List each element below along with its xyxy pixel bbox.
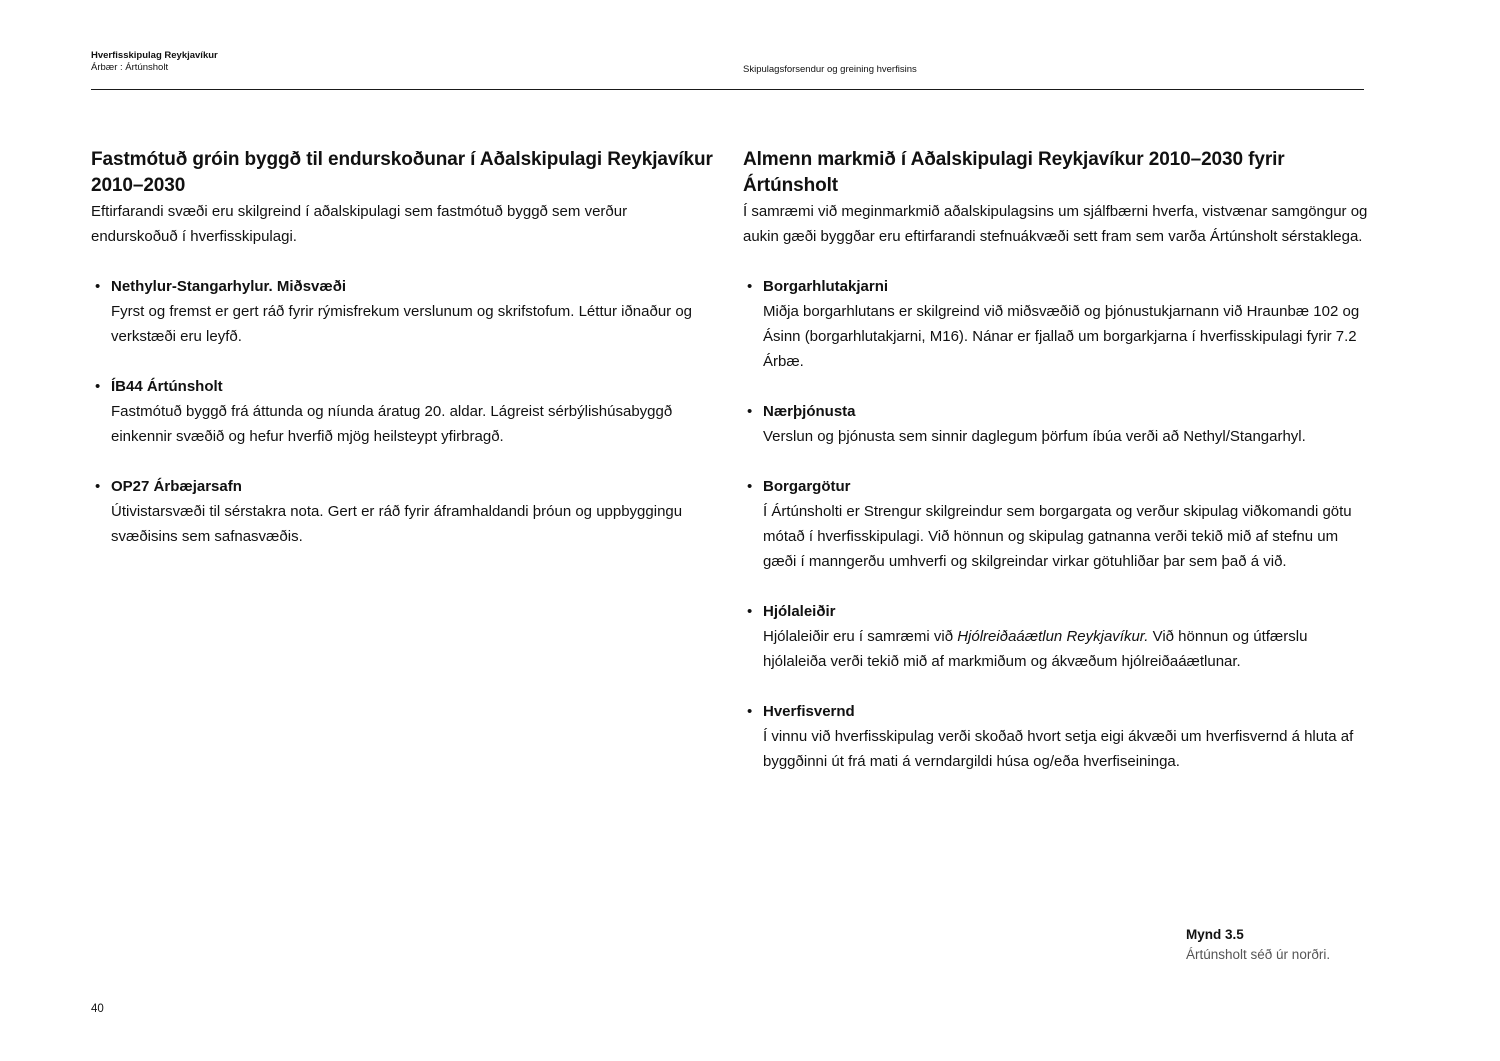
list-item	[91, 474, 716, 549]
left-heading: Fastmótuð gróin byggð til endurskoðunar í Aðalskipulagi Reykjavíkur 2010–2030	[91, 149, 713, 196]
bullet-icon: •	[95, 378, 101, 395]
right-heading: Almenn markmið í Aðalskipulagi Reykjavíkur 2010–2030 fyrir Ártúnsholt	[743, 149, 1285, 196]
header-divider	[91, 89, 1364, 90]
figure-description: Ártúnsholt séð úr norðri.	[1186, 947, 1331, 962]
list-item	[743, 599, 1368, 674]
page-number: 40	[91, 1003, 104, 1015]
figure-label: Mynd 3.5	[1186, 927, 1244, 942]
item-body: Fastmótuð byggð frá áttunda og níunda áratug 20. aldar. Lágreist sérbýlishúsabyggð einkennir svæðið og hefur hverfið mjög heilsteypt yfirbragð.	[111, 403, 673, 445]
document-title: Hverfisskipulag Reykjavíkur	[91, 50, 218, 61]
section-title: Skipulagsforsendur og greining hverfisins	[743, 64, 917, 75]
item-title: Nærþjónusta	[763, 403, 856, 420]
left-intro: Eftirfarandi svæði eru skilgreind í aðalskipulagi sem fastmótuð byggð sem verður endurskoðuð í hverfisskipulagi.	[91, 203, 628, 245]
item-body: Miðja borgarhlutans er skilgreind við miðsvæðið og þjónustukjarnann við Hraunbæ 102 og Ásinn (borgarhlutakjarni, M16). Nánar er fjallað um borgarkjarna í hverfisskipulagi fyrir 7.2 Árbæ.	[763, 303, 1360, 370]
left-bullet-list	[91, 274, 716, 549]
right-intro: Í samræmi við meginmarkmið aðalskipulagsins um sjálfbærni hverfa, vistvænar samgöngur og aukin gæði byggðar eru eftirfarandi stefnuákvæði sett fram sem varða Ártúnsholt sérstaklega.	[743, 203, 1368, 245]
item-body: Útivistarsvæði til sérstakra nota. Gert er ráð fyrir áframhaldandi þróun og uppbyggingu svæðisins sem safnasvæðis.	[111, 503, 683, 545]
item-title: OP27 Árbæjarsafn	[111, 478, 242, 495]
list-item	[743, 399, 1368, 449]
list-item	[743, 474, 1368, 574]
item-body-text: Við hönnun og útfærslu hjólaleiða verði tekið mið af markmiðum og ákvæðum hjólreiðaáætlunar.	[763, 628, 1308, 670]
list-item	[91, 274, 716, 349]
bullet-icon: •	[95, 478, 101, 495]
list-item	[743, 699, 1368, 774]
figure-caption	[1186, 925, 1330, 965]
left-column	[91, 147, 716, 574]
item-body: Fyrst og fremst er gert ráð fyrir rýmisfrekum verslunum og skrifstofum. Léttur iðnaður og verkstæði eru leyfð.	[111, 303, 693, 345]
item-title: ÍB44 Ártúnsholt	[111, 378, 223, 395]
item-title: Borgarhlutakjarni	[763, 278, 889, 295]
item-body: Í vinnu við hverfisskipulag verði skoðað hvort setja eigi ákvæði um hverfisvernd á hluta af byggðinni út frá mati á verndargildi húsa og/eða hverfiseininga.	[763, 728, 1354, 770]
item-body-text: Hjólaleiðir eru í samræmi við	[763, 628, 958, 645]
item-title: Borgargötur	[763, 478, 851, 495]
bullet-icon: •	[747, 278, 753, 295]
document-subtitle: Árbær : Ártúnsholt	[91, 62, 169, 73]
bullet-icon: •	[747, 703, 753, 720]
bullet-icon: •	[747, 403, 753, 420]
bullet-icon: •	[747, 478, 753, 495]
plan-reference: Hjólreiðaáætlun Reykjavíkur.	[957, 628, 1149, 645]
bullet-icon: •	[747, 603, 753, 620]
right-bullet-list	[743, 274, 1368, 774]
item-title: Hjólaleiðir	[763, 603, 836, 620]
right-column	[743, 147, 1368, 799]
bullet-icon: •	[95, 278, 101, 295]
item-body	[763, 624, 1368, 674]
list-item	[743, 274, 1368, 374]
item-body: Í Ártúnsholti er Strengur skilgreindur sem borgargata og verður skipulag viðkomandi götu mótað í hverfisskipulagi. Við hönnun og skipulag gatnanna verði tekið mið af stefnu um gæði í manngerðu umhverfi og skilgreindar virkar götuhliðar þar sem það á við.	[763, 503, 1352, 570]
running-header	[91, 50, 218, 74]
item-title: Nethylur-Stangarhylur. Miðsvæði	[111, 278, 347, 295]
item-body: Verslun og þjónusta sem sinnir daglegum þörfum íbúa verði að Nethyl/Stangarhyl.	[763, 428, 1306, 445]
item-title: Hverfisvernd	[763, 703, 855, 720]
list-item	[91, 374, 716, 449]
